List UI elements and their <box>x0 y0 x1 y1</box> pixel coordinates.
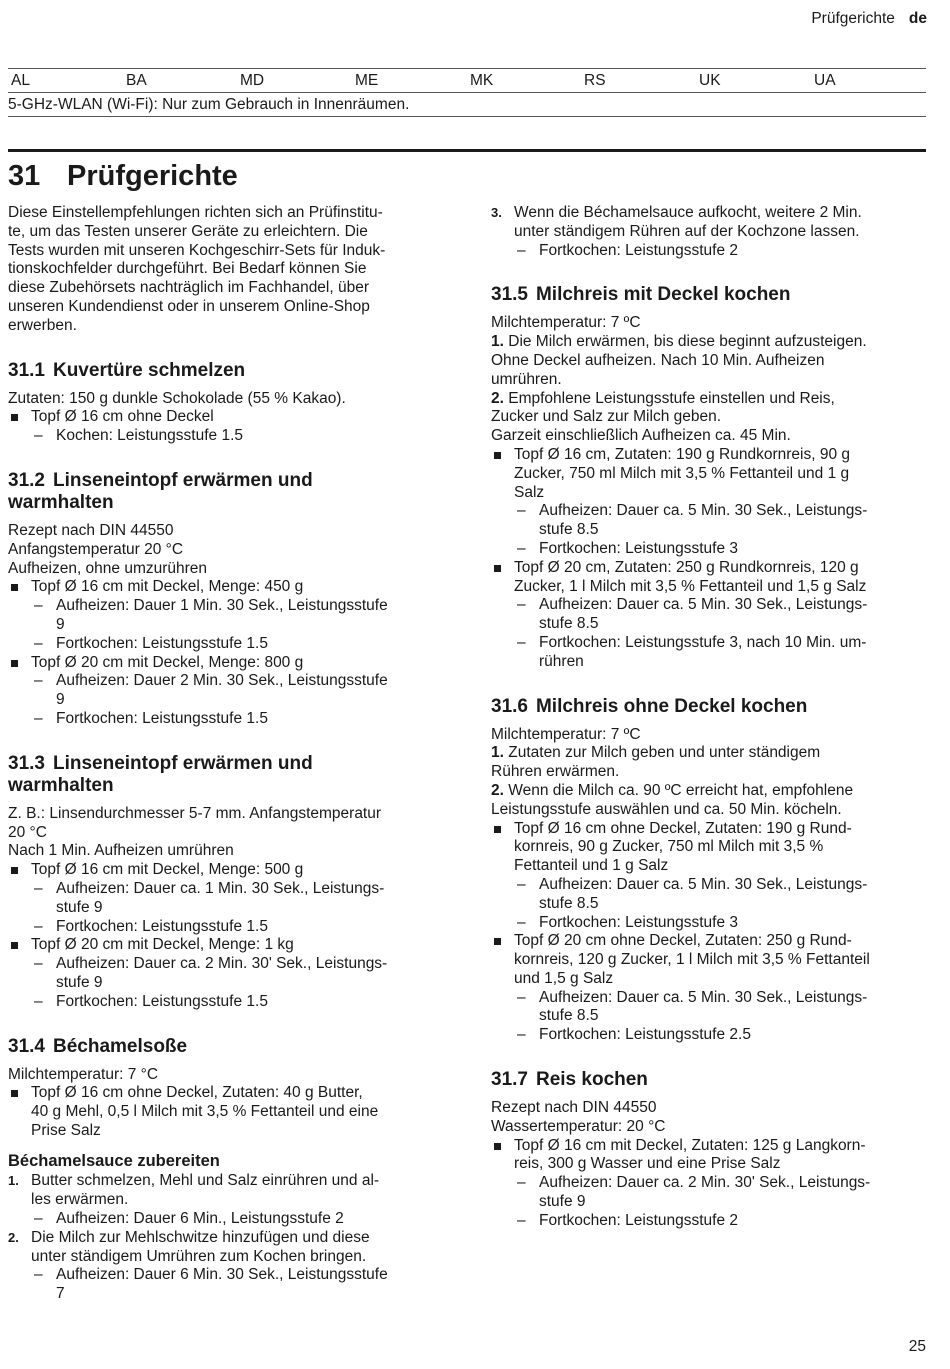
bullet-square-icon <box>494 1143 501 1150</box>
intro-line: te, um das Testen unserer Geräte zu erleichtern. Die <box>8 222 368 240</box>
intro-line: erwerben. <box>8 316 77 334</box>
country-code: UA <box>814 72 836 89</box>
section-heading-31-2: 31.2 Linseneintopf erwärmen und warmhalten <box>8 469 313 513</box>
list-item: Topf Ø 16 cm mit Deckel, Zutaten: 125 g Langkorn- reis, 300 g Wasser und eine Prise Salz <box>491 1137 927 1175</box>
chapter-rule <box>8 149 926 152</box>
bullet-square-icon <box>11 1090 18 1097</box>
ingredients-line: Zutaten: 150 g dunkle Schokolade (55 % Kakao). <box>8 389 346 407</box>
sub-list-item: – Aufheizen: Dauer 6 Min. 30 Sek., Leistungsstufe 7 <box>34 1266 388 1303</box>
step-item: 2. Die Milch zur Mehlschwitze hinzufügen und diese unter ständigem Umrühren zum Kochen bringen. <box>8 1228 370 1265</box>
text-line: Garzeit einschließlich Aufheizen ca. 45 Min. <box>491 427 791 445</box>
intro-line: diese Zubehörsets nachträglich im Fachhandel, über <box>8 279 370 297</box>
sub-list-item: – Fortkochen: Leistungsstufe 2.5 <box>517 1026 751 1044</box>
dash-icon: – <box>517 1211 526 1229</box>
dash-icon: – <box>517 1174 526 1192</box>
country-codes-row <box>8 68 926 93</box>
sub-list-item: – Aufheizen: Dauer 2 Min. 30 Sek., Leistungsstufe 9 <box>34 672 388 709</box>
wlan-note: 5-GHz-WLAN (Wi-Fi): Nur zum Gebrauch in Innenräumen. <box>8 93 926 117</box>
step-number: 3. <box>491 205 502 220</box>
sub-list-item: – Fortkochen: Leistungsstufe 3, nach 10 Min. um- rühren <box>517 633 867 670</box>
bullet-square-icon <box>494 565 501 572</box>
chapter-title <box>8 159 238 193</box>
step-paragraph: 1. Zutaten zur Milch geben und unter ständigem Rühren erwärmen. <box>491 744 821 781</box>
dash-icon: – <box>34 1266 43 1284</box>
sub-list-item: – Fortkochen: Leistungsstufe 3 <box>517 539 739 557</box>
dash-icon: – <box>517 913 526 931</box>
step-paragraph: 2. Wenn die Milch ca. 90 ºC erreicht hat, empfohlene Leistungsstufe auswählen und ca. 50 Min. köcheln. <box>491 781 854 818</box>
intro-paragraph <box>8 204 436 336</box>
text-line: Nach 1 Min. Aufheizen umrühren <box>8 842 234 860</box>
country-code: MK <box>470 72 494 89</box>
country-code: RS <box>584 72 606 89</box>
dash-icon: – <box>517 988 526 1006</box>
step-number: 2. <box>491 389 504 407</box>
dash-icon: – <box>34 879 43 897</box>
step-number: 1. <box>8 1173 19 1189</box>
bullet-square-icon <box>11 867 18 874</box>
list-item: Topf Ø 16 cm ohne Deckel, Zutaten: 40 g Butter, 40 g Mehl, 0,5 l Milch mit 3,5 % Fettanteil und eine Prise Salz <box>8 1084 436 1140</box>
dash-icon: – <box>517 539 526 557</box>
list-item: Topf Ø 16 cm, Zutaten: 190 g Rundkornreis, 90 g Zucker, 750 ml Milch mit 3,5 % Fettanteil und 1 g Salz <box>491 446 927 502</box>
section-heading-31-4: 31.4 Béchamelsoße <box>8 1035 188 1057</box>
sub-list-item: – Fortkochen: Leistungsstufe 1.5 <box>34 917 268 935</box>
country-table <box>8 68 926 117</box>
step-item: 1. Butter schmelzen, Mehl und Salz einrühren und al- les erwärmen. <box>8 1172 380 1209</box>
list-item: Topf Ø 16 cm mit Deckel, Menge: 450 g <box>8 578 436 597</box>
text-line: Rezept nach DIN 44550 <box>8 521 174 539</box>
section-heading-31-1: 31.1 Kuvertüre schmelzen <box>8 359 246 381</box>
right-column <box>491 204 927 1231</box>
country-code: MD <box>240 72 265 89</box>
list-item: Topf Ø 20 cm mit Deckel, Menge: 800 g <box>8 654 436 673</box>
country-code: BA <box>126 72 147 89</box>
intro-line: Diese Einstellempfehlungen richten sich an Prüfinstitu- <box>8 204 383 221</box>
sub-list-item: – Aufheizen: Dauer 1 Min. 30 Sek., Leistungsstufe 9 <box>34 597 388 633</box>
bullet-square-icon <box>11 660 18 667</box>
step-item: 3. Wenn die Béchamelsauce aufkocht, weitere 2 Min. unter ständigem Rühren auf der Kochzone lassen. <box>491 204 862 240</box>
bullet-square-icon <box>494 826 501 833</box>
sub-list-item: – Aufheizen: Dauer 6 Min., Leistungsstufe 2 <box>34 1210 344 1228</box>
chapter-title-text: Prüfgerichte <box>67 160 238 192</box>
section-heading-31-6: 31.6 Milchreis ohne Deckel kochen <box>491 695 808 717</box>
text-line: Z. B.: Linsendurchmesser 5-7 mm. Anfangstemperatur <box>8 804 382 822</box>
text-line: 20 °C <box>8 823 47 841</box>
list-item: Topf Ø 16 cm ohne Deckel, Zutaten: 190 g Rund- kornreis, 90 g Zucker, 750 ml Milch mit 3,5 % Fettanteil und 1 g Salz <box>491 820 927 876</box>
sub-list-item: – Fortkochen: Leistungsstufe 2 <box>517 1211 739 1229</box>
sub-list-item: – Fortkochen: Leistungsstufe 2 <box>517 241 739 259</box>
text-line: Milchtemperatur: 7 ºC <box>491 314 641 332</box>
dash-icon: – <box>517 633 526 651</box>
step-paragraph: 2. Empfohlene Leistungsstufe einstellen und Reis, Zucker und Salz zur Milch geben. <box>491 389 835 426</box>
bullet-square-icon <box>494 938 501 945</box>
running-header-section: Prüfgerichte <box>811 10 895 27</box>
list-item: Topf Ø 20 cm mit Deckel, Menge: 1 kg <box>8 936 436 955</box>
sub-list-item: – Aufheizen: Dauer ca. 5 Min. 30 Sek., Leistungs- stufe 8.5 <box>517 875 868 912</box>
dash-icon: – <box>34 1210 43 1228</box>
sub-list-item: – Fortkochen: Leistungsstufe 1.5 <box>34 992 268 1010</box>
dash-icon: – <box>517 502 526 520</box>
list-item: Topf Ø 16 cm mit Deckel, Menge: 500 g <box>8 861 436 880</box>
running-header-language: de <box>908 10 927 27</box>
bullet-square-icon <box>11 942 18 949</box>
bullet-square-icon <box>494 452 501 459</box>
bullet-square-icon <box>11 414 18 421</box>
text-line: Aufheizen, ohne umzurühren <box>8 559 208 577</box>
chapter-number: 31 <box>8 160 41 192</box>
dash-icon: – <box>34 992 43 1010</box>
sub-list-item: – Fortkochen: Leistungsstufe 1.5 <box>34 634 268 652</box>
intro-line: Tests wurden mit unseren Kochgeschirr-Sets für Induk- <box>8 241 386 259</box>
text-line: Milchtemperatur: 7 ºC <box>491 725 641 743</box>
step-paragraph: 1. Die Milch erwärmen, bis diese beginnt aufzusteigen. Ohne Deckel aufheizen. Nach 10 Min. Aufheizen umrühren. <box>491 333 867 388</box>
step-number: 1. <box>491 333 504 351</box>
country-code: UK <box>699 72 721 89</box>
list-item: Topf Ø 16 cm ohne Deckel <box>8 408 436 427</box>
dash-icon: – <box>34 672 43 690</box>
text-line: Milchtemperatur: 7 °C <box>8 1065 159 1083</box>
list-item: Topf Ø 20 cm, Zutaten: 250 g Rundkornreis, 120 g Zucker, 1 l Milch mit 3,5 % Fettanteil und 1,5 g Salz <box>491 559 927 597</box>
country-code: AL <box>11 72 30 89</box>
sub-list-item: – Aufheizen: Dauer ca. 5 Min. 30 Sek., Leistungs- stufe 8.5 <box>517 596 868 633</box>
text-line: Wassertemperatur: 20 °C <box>491 1117 666 1135</box>
step-number: 2. <box>491 781 504 799</box>
dash-icon: – <box>34 917 43 935</box>
dash-icon: – <box>34 634 43 652</box>
sub-list-item: – Kochen: Leistungsstufe 1.5 <box>34 427 243 445</box>
sub-list-item: – Fortkochen: Leistungsstufe 3 <box>517 913 739 931</box>
step-number: 1. <box>491 744 504 762</box>
step-number: 2. <box>8 1229 19 1245</box>
sub-list-item: – Aufheizen: Dauer ca. 1 Min. 30 Sek., Leistungs- stufe 9 <box>34 879 385 916</box>
sub-list-item: – Aufheizen: Dauer ca. 2 Min. 30' Sek., Leistungs- stufe 9 <box>517 1174 871 1211</box>
dash-icon: – <box>517 241 526 259</box>
dash-icon: – <box>517 875 526 893</box>
sub-list-item: – Aufheizen: Dauer ca. 2 Min. 30' Sek., Leistungs- stufe 9 <box>34 955 388 991</box>
dash-icon: – <box>517 596 526 614</box>
sub-list-item: – Aufheizen: Dauer ca. 5 Min. 30 Sek., Leistungs- stufe 8.5 <box>517 502 868 539</box>
running-header <box>811 10 927 29</box>
dash-icon: – <box>34 427 43 445</box>
dash-icon: – <box>34 709 43 727</box>
intro-line: tionskochfelder durchgeführt. Bei Bedarf können Sie <box>8 260 367 278</box>
intro-line: unseren Kundendienst oder in unserem Online-Shop <box>8 297 370 315</box>
bullet-square-icon <box>11 584 18 591</box>
text-line: Rezept nach DIN 44550 <box>491 1099 657 1117</box>
left-column <box>8 204 436 1304</box>
section-heading-31-3: 31.3 Linseneintopf erwärmen und warmhalten <box>8 752 313 796</box>
dash-icon: – <box>34 955 43 973</box>
section-heading-31-5: 31.5 Milchreis mit Deckel kochen <box>491 284 791 306</box>
list-item: Topf Ø 20 cm ohne Deckel, Zutaten: 250 g Rund- kornreis, 120 g Zucker, 1 l Milch mit 3,5 % Fettanteil und 1,5 g Salz <box>491 932 927 988</box>
sub-list-item: – Fortkochen: Leistungsstufe 1.5 <box>34 709 268 727</box>
dash-icon: – <box>517 1026 526 1044</box>
text-line: Anfangstemperatur 20 °C <box>8 540 184 558</box>
subheading-bechamel: Béchamelsauce zubereiten <box>8 1151 220 1170</box>
country-code: ME <box>355 72 379 89</box>
section-heading-31-7: 31.7 Reis kochen <box>491 1069 648 1091</box>
dash-icon: – <box>34 597 43 615</box>
page-number: 25 <box>908 1338 926 1356</box>
sub-list-item: – Aufheizen: Dauer ca. 5 Min. 30 Sek., Leistungs- stufe 8.5 <box>517 988 868 1025</box>
